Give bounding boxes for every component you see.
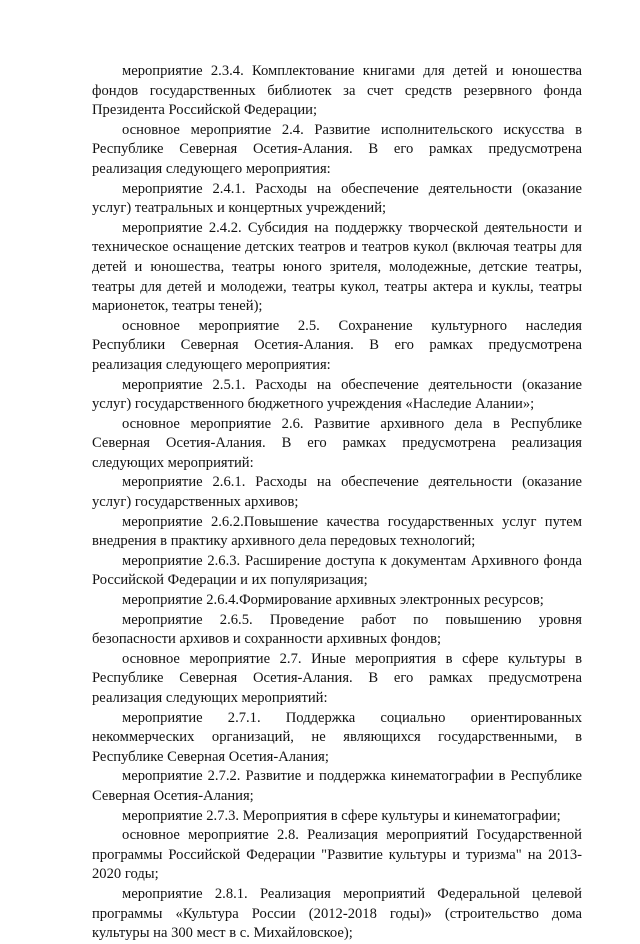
- paragraph-2-3-4: мероприятие 2.3.4. Комплектование книгами для детей и юношества фондов государственных библиотек за счет средств резервного фонда Президента Российской Федерации;: [92, 63, 582, 119]
- document-page: [92, 62, 582, 944]
- paragraph-2-7: основное мероприятие 2.7. Иные мероприятия в сфере культуры в Республике Северная Осетия-Алания. В его рамках предусмотрена реализация следующих мероприятий:: [92, 650, 582, 706]
- paragraph-2-8: основное мероприятие 2.8. Реализация мероприятий Государственной программы Российской Федерации "Развитие культуры и туризма" на 2013-2020 годы;: [92, 827, 582, 883]
- paragraph-2-4-1: мероприятие 2.4.1. Расходы на обеспечение деятельности (оказание услуг) театральных и концертных учреждений;: [92, 180, 582, 217]
- paragraph-2-6-3: мероприятие 2.6.3. Расширение доступа к документам Архивного фонда Российской Федерации и их популяризация;: [92, 552, 582, 589]
- paragraph-2-5: основное мероприятие 2.5. Сохранение культурного наследия Республики Северная Осетия-Алания. В его рамках предусмотрена реализация следующего мероприятия:: [92, 317, 582, 373]
- paragraph-2-6-1: мероприятие 2.6.1. Расходы на обеспечение деятельности (оказание услуг) государственных архивов;: [92, 474, 582, 511]
- paragraph-2-4: основное мероприятие 2.4. Развитие исполнительского искусства в Республике Северная Осетия-Алания. В его рамках предусмотрена реализация следующего мероприятия:: [92, 121, 582, 177]
- paragraph-2-6: основное мероприятие 2.6. Развитие архивного дела в Республике Северная Осетия-Алания. В его рамках предусмотрена реализация следующих мероприятий:: [92, 415, 582, 471]
- paragraph-2-5-1: мероприятие 2.5.1. Расходы на обеспечение деятельности (оказание услуг) государственного бюджетного учреждения «Наследие Алании»;: [92, 376, 582, 413]
- paragraph-2-7-1: мероприятие 2.7.1. Поддержка социально ориентированных некоммерческих организаций, не являющихся государственными, в Республике Северная Осетия-Алания;: [92, 709, 582, 765]
- paragraph-2-7-3: мероприятие 2.7.3. Мероприятия в сфере культуры и кинематографии;: [122, 807, 561, 824]
- paragraph-2-6-2: мероприятие 2.6.2.Повышение качества государственных услуг путем внедрения в практику архивного дела передовых технологий;: [92, 513, 582, 550]
- paragraph-2-8-1: мероприятие 2.8.1. Реализация мероприятий Федеральной целевой программы «Культура России (2012-2018 годы)» (строительство дома культуры на 300 мест в с. Михайловское);: [92, 885, 582, 942]
- paragraph-2-6-5: мероприятие 2.6.5. Проведение работ по повышению уровня безопасности архивов и сохранности архивных фондов;: [92, 611, 582, 648]
- paragraph-2-6-4: мероприятие 2.6.4.Формирование архивных электронных ресурсов;: [122, 592, 544, 609]
- paragraph-2-7-2: мероприятие 2.7.2. Развитие и поддержка кинематографии в Республике Северная Осетия-Алания;: [92, 768, 582, 804]
- paragraph-2-4-2: мероприятие 2.4.2. Субсидия на поддержку творческой деятельности и техническое оснащение детских театров и театров кукол (включая театры для детей и юношества, театры юного зрителя, молодежные, детские театры, театры для детей и молодежи, театры кукол, театры актера и куклы, театры марионеток, театры теней);: [92, 219, 582, 315]
